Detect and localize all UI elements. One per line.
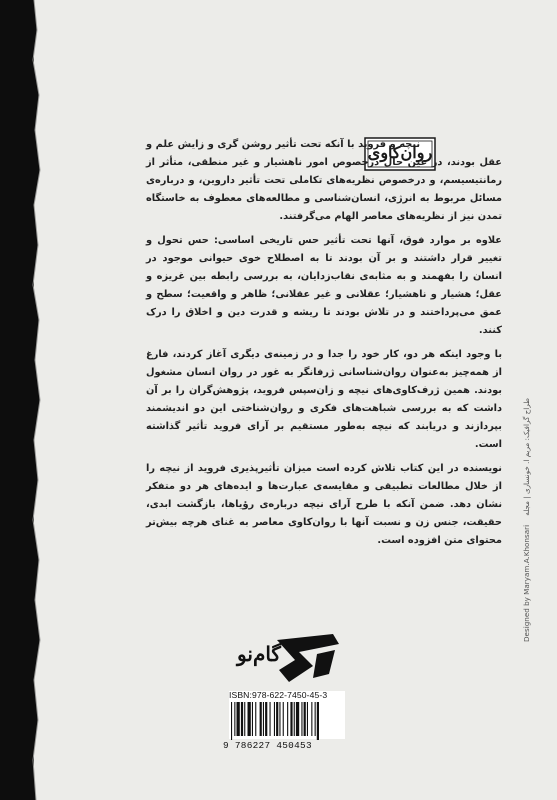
designer-credit — [520, 320, 534, 720]
isbn-label: ISBN:978-622-7450-45-3 — [229, 690, 328, 700]
barcode-icon — [229, 702, 345, 740]
blurb-paragraph-4: نویسنده در این کتاب تلاش کرده است میزان تأثیرپذیری فروید از نیچه را از خلال مطالعات تطبیقی و مقایسه‌ی عبارت‌ها و ایده‌های هر دو متفکر نشان دهد. ضمن آنکه با طرح آرای نیچه درباره‌ی رؤیاها، بازگشت ابدی، حقیقت، جنس زن و نسبت آنها با روان‌کاوی معاصر به غنای هرچه بیش‌تر محتوای متن افزوده است. — [146, 463, 502, 546]
designer-credit-en: Designed by Maryam.A.Khonsari — [522, 524, 531, 642]
blurb-paragraph-1: نیچه و فروید با آنکه تحت تأثیر روشن گری و زایش علم و عقل بودند، در عین حال درخصوص امور ناهشیار و غیر منطقی، متأثر از رمانتیسیسم، و درخصوص نظریه‌های تکاملی تحت تأثیر داروین، و درباره‌ی مسائل مربوط به انرژی، انسان‌شناسی و مطالعه‌های معطوف به خاستگاه تمدن نیز از نظریه‌های معاصر الهام می‌گرفتند. — [146, 139, 502, 222]
blurb-text — [146, 136, 502, 556]
barcode-digits: 9 786227 450453 — [223, 740, 312, 751]
publisher-logo-icon — [269, 630, 345, 692]
blurb-paragraph-2: علاوه بر موارد فوق، آنها تحت تأثیر حس تاریخی اساسی: حس تحول و تغییر قرار داشتند و بر آن بودند تا به اصطلاح خوی حیوانی موجود در انسان را بفهمند و به مثابه‌ی نقاب‌زدایان، به بررسی رابطه بین غریزه و عقل؛ هشیار و ناهشیار؛ عقلانی و غیر عقلانی؛ ظاهر و واقعیت؛ سطح و عمق می‌پرداختند و در تلاش بودند تا ریشه و قدرت دین و اخلاق را درک کنند. — [146, 235, 502, 336]
designer-credit-fa: طراح گرافیک: مریم ا. خونساری | مجله — [522, 398, 531, 516]
publisher-name: گام‌نو — [237, 642, 281, 666]
blurb-paragraph-3: با وجود اینکه هر دو، کار خود را جدا و در زمینه‌ی دیگری آغاز کردند، فارغ از همه‌چیز به‌عنوان روان‌شناسانی ژرفانگر به غور در روان انسان مشغول بودند. همین ژرف‌کاوی‌های نیچه و زان‌سپس فروید، پژوهش‌گران را بر آن داشت که به بررسی شباهت‌های فکری و روان‌شناختی این دو اندیشمند بپردازند و دریابند که نیچه به‌طور مستقیم بر آرای فروید تأثیر گذاشته است. — [146, 349, 502, 450]
series-logo-text: روان‌کاوی — [367, 143, 433, 162]
torn-paper-edge — [28, 0, 50, 800]
